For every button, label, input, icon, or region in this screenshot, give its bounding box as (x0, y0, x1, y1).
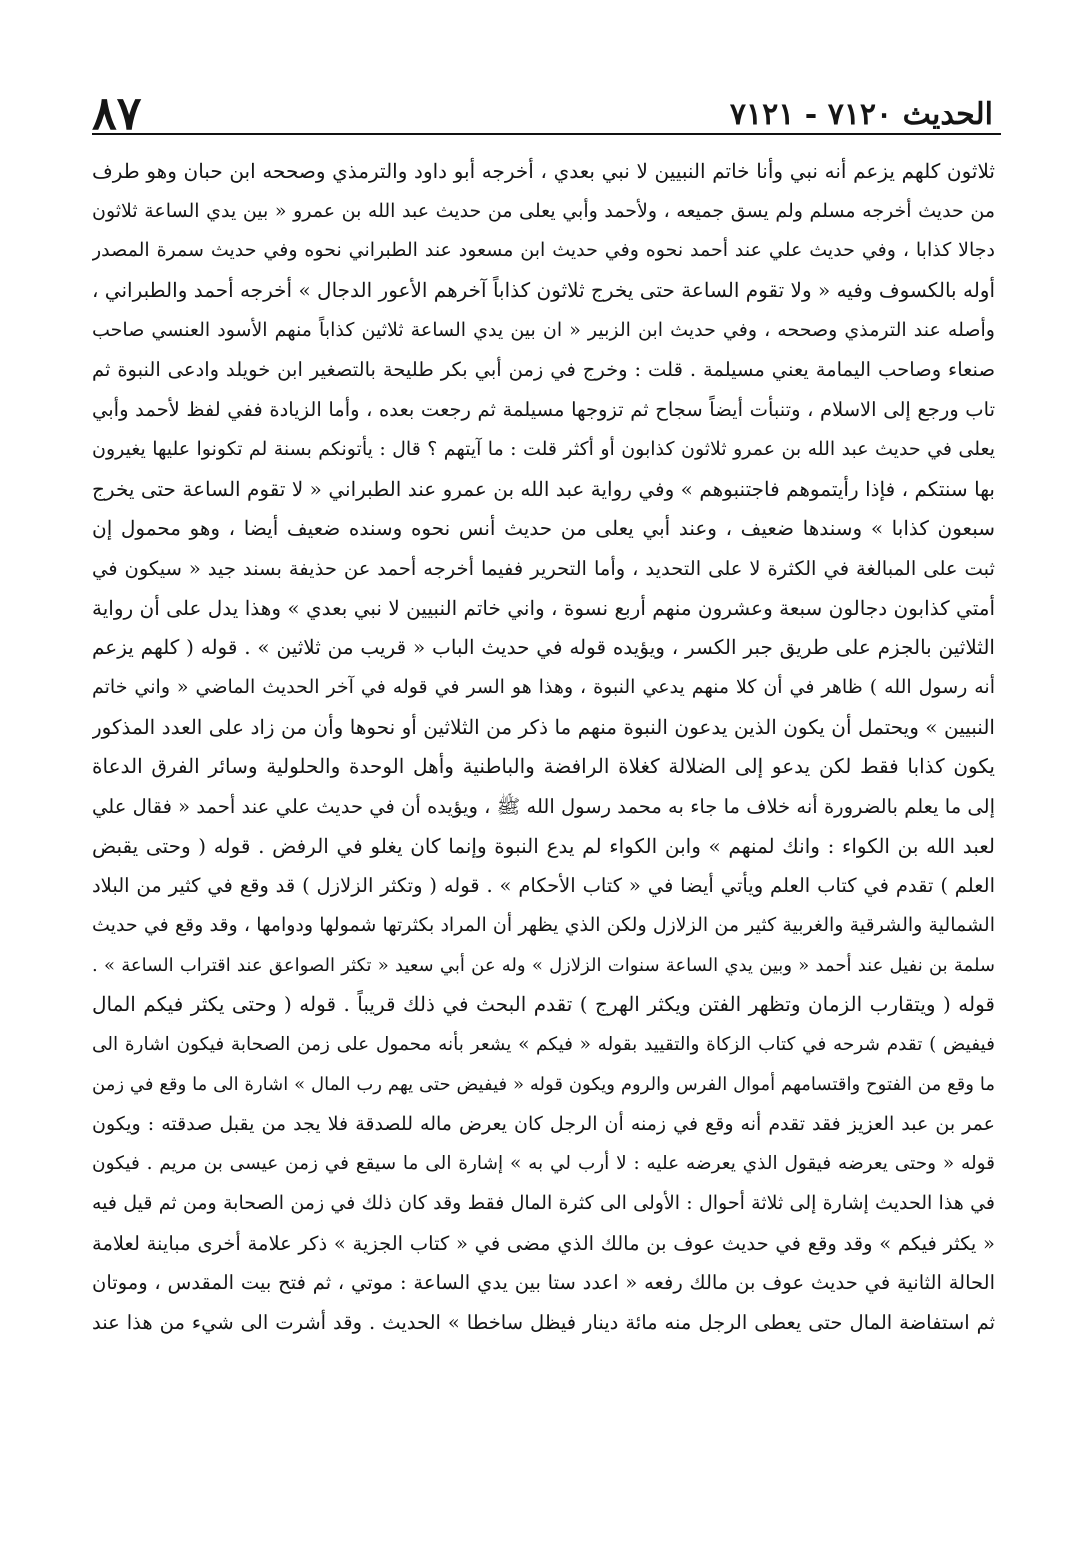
header-rule (92, 133, 1001, 135)
text-line: « يكثر فيكم » وقد وقع في حديث عوف بن مالك الذي مضى في « كتاب الجزية » ذكر علامة أخرى مباينة لعلامة (92, 1231, 995, 1255)
text-line: لعبد الله بن الكواء : وانك لمنهم » وابن الكواء لم يدع النبوة وإنما كان يغلو في الرفض . قوله ( وحتى يقبض (92, 833, 995, 858)
text-line: تاب ورجع إلى الاسلام ، وتنبأت أيضاً سجاح ثم تزوجها مسيلمة ثم رجعت بعده ، وأما الزيادة ففي لفظ لأحمد وأبي (92, 398, 995, 422)
text-line: وأصله عند الترمذي وصححه ، وفي حديث ابن الزبير « ان بين يدي الساعة ثلاثين كذاباً منهم الأسود العنسي صاحب (92, 318, 995, 341)
page-header (92, 78, 993, 140)
text-line: سبعون كذابا » وسندها ضعيف ، وعند أبي يعلى من حديث أنس نحوه وسنده ضعيف أيضا ، وهو محمول إن (92, 516, 995, 541)
text-line: عمر بن عبد العزيز فقد تقدم أنه وقع في زمنه أن الرجل كان يعرض ماله للصدقة فلا يجد من يقبل صدقته : ويكون (92, 1112, 995, 1135)
text-line: في هذا الحديث إشارة إلى ثلاثة أحوال : الأولى الى كثرة المال فقط وقد كان ذلك في زمن الصحابة ومن ثم قيل فيه (92, 1191, 995, 1214)
text-line: صنعاء وصاحب اليمامة يعني مسيلمة . قلت : وخرج في زمن أبي بكر طليحة بالتصغير ابن خويلد وادعى النبوة ثم (92, 358, 995, 382)
body-text (92, 152, 995, 1343)
text-line: الحالة الثانية في حديث عوف بن مالك رفعه « اعدد ستا بين يدي الساعة : موتي ، ثم فتح بيت المقدس ، وموتان (92, 1271, 995, 1295)
text-line: إلى ما يعلم بالضرورة أنه خلاف ما جاء به محمد رسول الله ﷺ ، ويؤيده أن في حديث علي عند أحمد « فقال علي (92, 795, 995, 818)
text-line: فيفيض ) تقدم شرحه في كتاب الزكاة والتقييد بقوله « فيكم » يشعر بأنه محمول على زمن الصحابة فيكون اشارة الى (92, 1034, 995, 1056)
text-line: ثبت على المبالغة في الكثرة لا على التحديد ، وأما التحرير ففيما أخرجه أحمد عن حذيفة بسند جيد « سيكون في (92, 556, 995, 580)
page-number: ٨٧ (92, 86, 142, 140)
text-line: العلم ) تقدم في كتاب العلم ويأتي أيضا في « كتاب الأحكام » . قوله ( وتكثر الزلازل ) قد وقع في كثير من البلاد (92, 874, 995, 898)
text-line: دجالا كذابا ، وفي حديث علي عند أحمد نحوه وفي حديث ابن مسعود عند الطبراني نحوه وفي حديث سمرة المصدر (92, 239, 995, 262)
text-line: الشمالية والشرقية والغربية كثير من الزلازل ولكن الذي يظهر أن المراد بكثرتها شمولها ودوامها ، وقد وقع في حديث (92, 914, 995, 937)
text-line: الثلاثين بالجزم على طريق جبر الكسر ، ويؤيده قوله في حديث الباب « قريب من ثلاثين » . قوله ( كلهم يزعم (92, 635, 995, 660)
text-line: ثم استفاضة المال حتى يعطى الرجل منه مائة دينار فيظل ساخطا » الحديث . وقد أشرت الى شيء من هذا عند (92, 1310, 995, 1334)
text-line: ثلاثون كلهم يزعم أنه نبي وأنا خاتم النبيين لا نبي بعدي ، أخرجه أبو داود والترمذي وصححه ابن حبان وهو طرف (92, 159, 995, 183)
text-line: يعلى في حديث عبد الله بن عمرو ثلاثون كذابون أو أكثر قلت : ما آيتهم ؟ قال : يأتونكم بسنة لم تكونوا عليها يغيرون (92, 437, 995, 460)
text-line: بها سنتكم ، فإذا رأيتموهم فاجتنبوهم » وفي رواية عبد الله بن عمرو عند الطبراني « لا تقوم الساعة حتى يخرج (92, 476, 995, 501)
text-line: أوله بالكسوف وفيه « ولا تقوم الساعة حتى يخرج ثلاثون كذاباً آخرهم الأعور الدجال » أخرجه أحمد والطبراني ، (92, 278, 995, 303)
text-line: أمتي كذابون دجالون سبعة وعشرون منهم أربع نسوة ، واني خاتم النبيين لا نبي بعدي » وهذا يدل على أن رواية (92, 595, 995, 620)
text-line: يكون كذابا فقط لكن يدعو إلى الضلالة كغلاة الرافضة والباطنية وأهل الوحدة والحلولية وسائر الفرق الدعاة (92, 754, 995, 779)
text-line: ما وقع من الفتوح واقتسامهم أموال الفرس والروم ويكون قوله « فيفيض حتى يهم رب المال » اشارة الى ما وقع في زمن (92, 1073, 995, 1095)
text-line: قوله « وحتى يعرضه فيقول الذي يعرضه عليه : لا أرب لي به » إشارة الى ما سيقع في زمن عيسى بن مريم . فيكون (92, 1153, 995, 1175)
running-head: الحديث ٧١٢٠ - ٧١٢١ (729, 97, 993, 132)
text-line: من حديث أخرجه مسلم ولم يسق جميعه ، ولأحمد وأبي يعلى من حديث عبد الله بن عمرو « بين يدي الساعة ثلاثون (92, 199, 995, 222)
text-line: النبيين » ويحتمل أن يكون الذين يدعون النبوة منهم ما ذكر من الثلاثين أو نحوها وأن من زاد على العدد المذكور (92, 714, 995, 739)
text-line: قوله ( ويتقارب الزمان وتظهر الفتن ويكثر الهرج ) تقدم البحث في ذلك قريباً . قوله ( وحتى يكثر فيكم المال (92, 992, 995, 1017)
text-line: سلمة بن نفيل عند أحمد « وبين يدي الساعة سنوات الزلازل » وله عن أبي سعيد « تكثر الصواعق عند اقتراب الساعة » . (92, 954, 995, 976)
text-line: أنه رسول الله ) ظاهر في أن كلا منهم يدعي النبوة ، وهذا هو السر في قوله في آخر الحديث الماضي « واني خاتم (92, 675, 995, 698)
